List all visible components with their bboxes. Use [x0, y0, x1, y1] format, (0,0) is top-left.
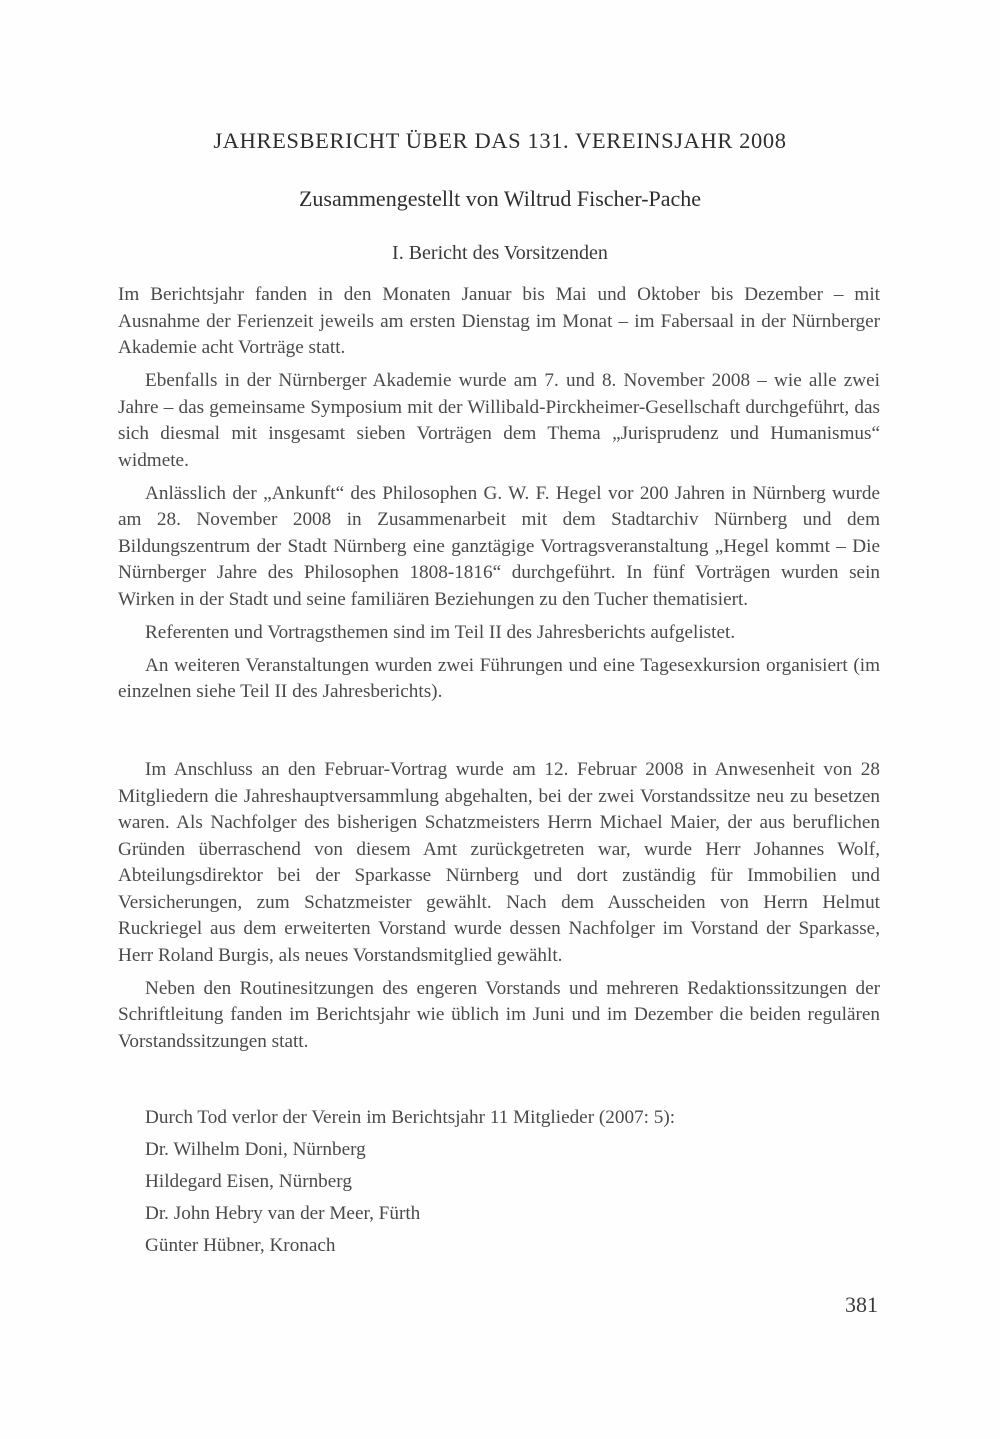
page-title: JAHRESBERICHT ÜBER DAS 131. VEREINSJAHR 2008: [213, 128, 787, 153]
paragraph: An weiteren Veranstaltungen wurden zwei Führungen und eine Tagesexkursion organisiert (im einzelnen siehe Teil II des Jahresberichts).: [118, 654, 880, 702]
paragraph: Ebenfalls in der Nürnberger Akademie wurde am 7. und 8. November 2008 – wie alle zwei Jahre – das gemeinsame Symposium mit der Willibald-Pirckheimer-Gesellschaft durchgeführt, das sich diesmal mit insgesamt sieben Vorträgen dem Thema „Jurisprudenz und Humanismus“ widmete.: [118, 370, 880, 471]
paragraph: Referenten und Vortragsthemen sind im Teil II des Jahresberichts aufgelistet.: [145, 621, 736, 643]
paragraph: Neben den Routinesitzungen des engeren Vorstands und mehreren Redaktionssitzungen der Schriftleitung fanden im Berichtsjahr wie üblich im Juni und im Dezember die beiden regulären Vorstandssitzungen statt.: [118, 977, 880, 1052]
obituary-intro: Durch Tod verlor der Verein im Berichtsjahr 11 Mitglieder (2007: 5):: [145, 1107, 676, 1128]
page-number: 381: [845, 1292, 878, 1317]
paragraph: Im Berichtsjahr fanden in den Monaten Januar bis Mai und Oktober bis Dezember – mit Ausnahme der Ferienzeit jeweils am ersten Dienstag im Monat – im Fabersaal in der Nürnberger Akademie acht Vorträge statt.: [118, 284, 880, 358]
list-item: Günter Hübner, Kronach: [145, 1235, 336, 1256]
author-subtitle: Zusammengestellt von Wiltrud Fischer-Pache: [298, 186, 702, 211]
obituary-list: [145, 1102, 880, 1262]
list-item: Dr. John Hebry van der Meer, Fürth: [145, 1203, 421, 1224]
paragraph: Anlässlich der „Ankunft“ des Philosophen G. W. F. Hegel vor 200 Jahren in Nürnberg wurde am 28. November 2008 in Zusammenarbeit mit dem Stadtarchiv Nürnberg und dem Bildungszentrum der Stadt Nürnberg eine ganztägige Vortragsveranstaltung „Hegel kommt – Die Nürnberger Jahre des Philosophen 1808-1816“ durchgeführt. In fünf Vorträgen wurden sein Wirken in der Stadt und seine familiären Beziehungen zu den Tucher thematisiert.: [118, 482, 880, 610]
list-item: Dr. Wilhelm Doni, Nürnberg: [145, 1139, 366, 1160]
section-heading: I. Bericht des Vorsitzenden: [392, 242, 608, 264]
paragraph: Im Anschluss an den Februar-Vortrag wurde am 12. Februar 2008 in Anwesenheit von 28 Mitgliedern die Jahreshauptversammlung abgehalten, bei der zwei Vorstandssitze neu zu besetzen waren. Als Nachfolger des bisherigen Schatzmeisters Herrn Michael Maier, der aus beruflichen Gründen überraschend von diesem Amt zurückgetreten war, wurde Herr Johannes Wolf, Abteilungsdirektor bei der Sparkasse Nürnberg und dort zuständig für Immobilien und Versicherungen, zum Schatzmeister gewählt. Nach dem Ausscheiden von Herrn Helmut Ruckriegel aus dem erweiterten Vorstand wurde dessen Nachfolger im Vorstand der Sparkasse, Herr Roland Burgis, als neues Vorstandsmitglied gewählt.: [118, 759, 880, 966]
report-text-block-2: [118, 757, 880, 1055]
report-text-block-1: [118, 282, 880, 706]
list-item: Hildegard Eisen, Nürnberg: [145, 1171, 352, 1192]
